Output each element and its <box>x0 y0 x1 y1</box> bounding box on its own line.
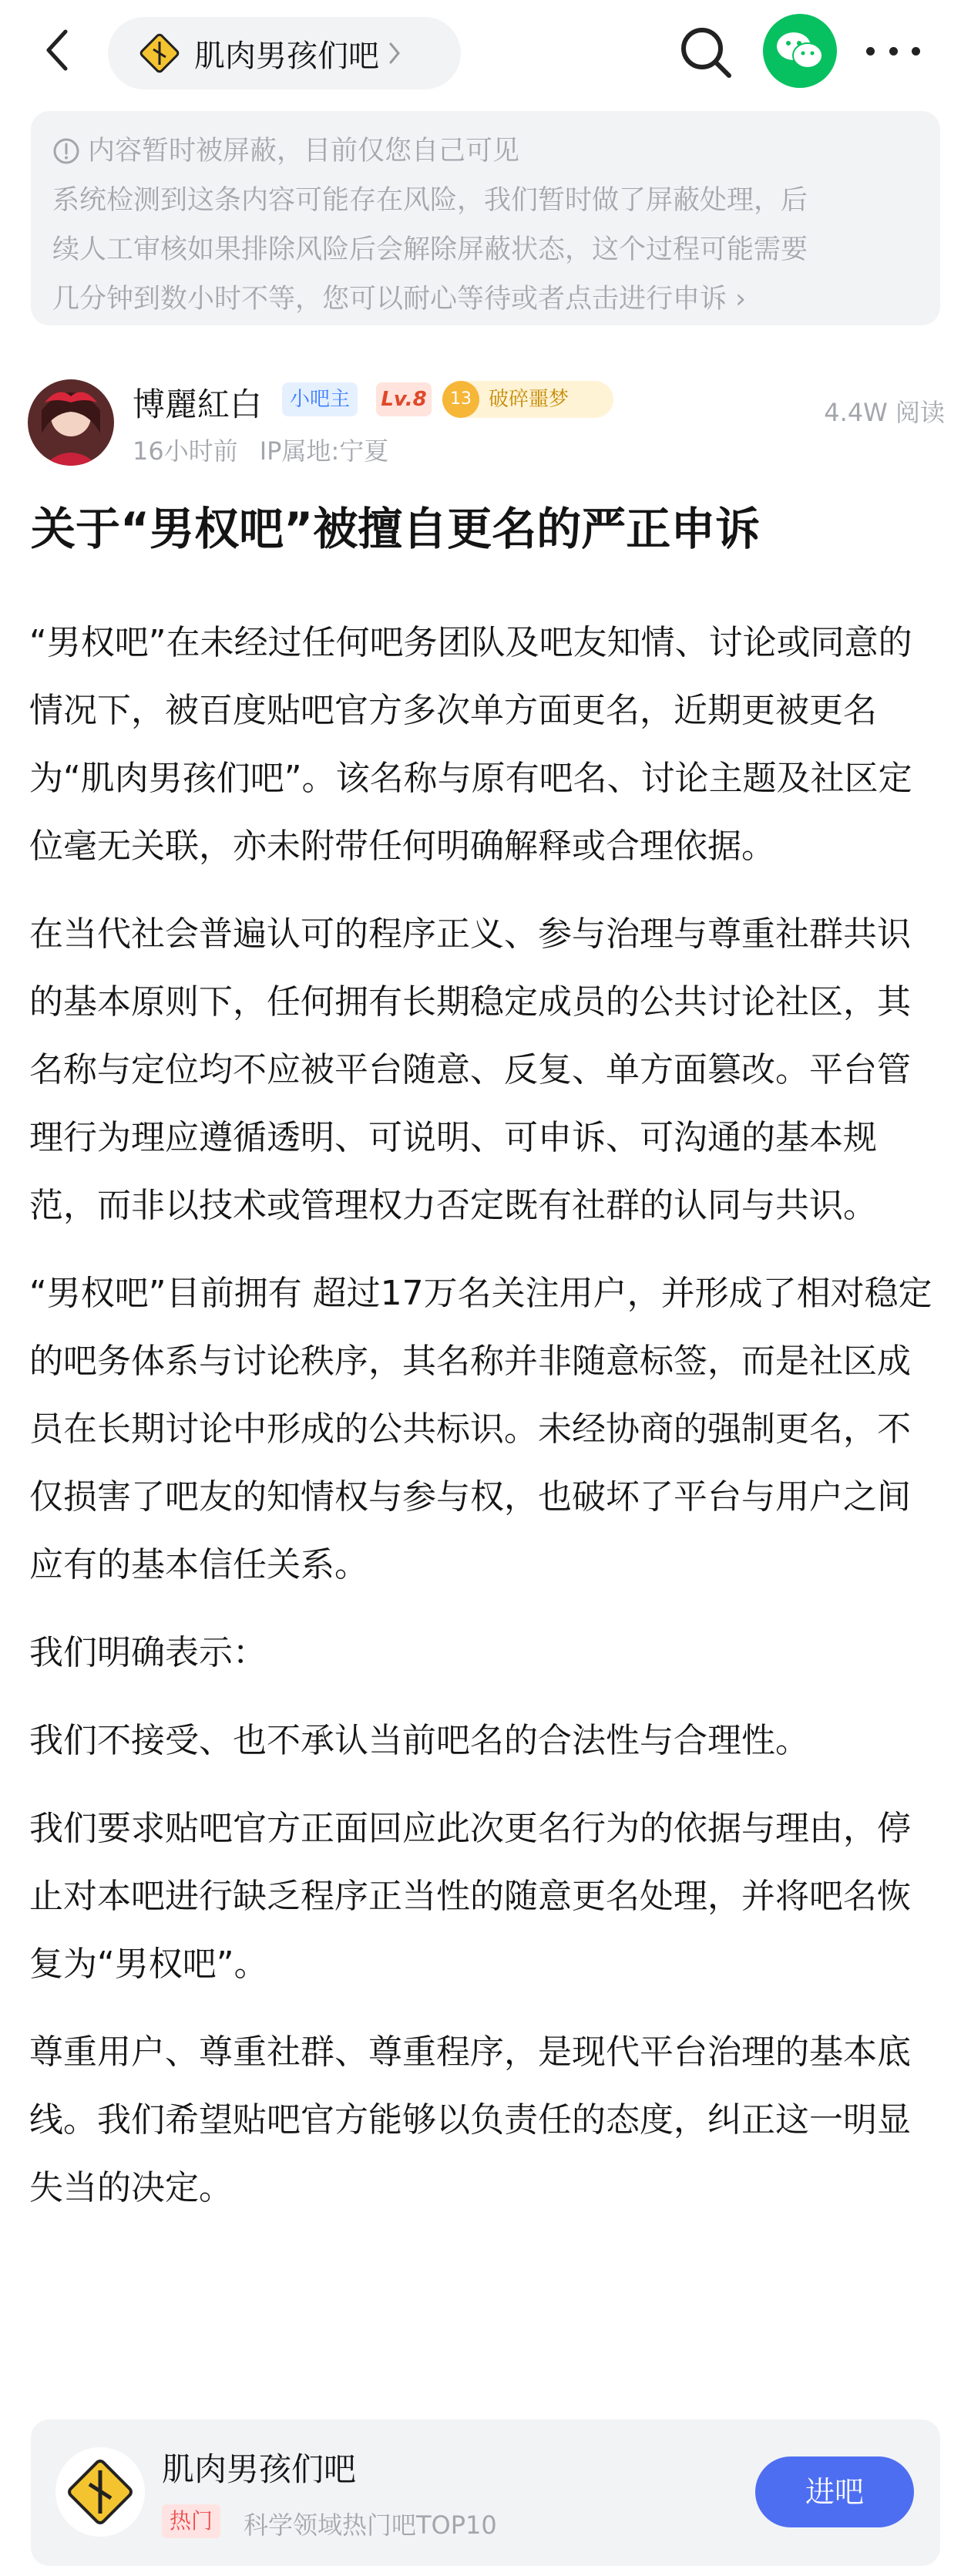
paragraph: 在当代社会普遍认可的程序正义、参与治理与尊重社群共识的基本原则下，任何拥有长期稳定成员的公共讨论社区，其名称与定位均不应被平台随意、反复、单方面篡改。平台管理行为理应遵循透明、可说明、可申诉、可沟通的基本规范，而非以技术或管理权力否定既有社群的认同与共识。 <box>29 914 911 1225</box>
forum-name: 肌肉男孩们吧 <box>194 38 379 74</box>
post-title: 关于“男权吧”被擅自更名的严正申诉 <box>31 503 761 555</box>
moderator-badge: 小吧主 <box>282 382 358 416</box>
notice-line: 续人工审核如果排除风险后会解除屏蔽状态，这个过程可能需要 <box>52 234 808 265</box>
avatar[interactable] <box>28 379 114 466</box>
forum-card-subtitle: 科学领域热门吧TOP10 <box>244 2510 497 2540</box>
paragraph: 我们要求贴吧官方正面回应此次更名行为的依据与理由，停止对本吧进行缺乏程序正当性的随意更名处理，并将吧名恢复为“男权吧”。 <box>29 1809 911 1984</box>
paragraph: 我们不接受、也不承认当前吧名的合法性与合理性。 <box>29 1721 809 1760</box>
paragraph: 尊重用户、尊重社群、尊重程序，是现代平台治理的基本底线。我们希望贴吧官方能够以负责任的态度，纠正这一明显失当的决定。 <box>29 2032 911 2207</box>
chevron-right-icon <box>388 38 407 69</box>
forum-card-logo <box>55 2447 145 2537</box>
wechat-icon <box>775 29 825 72</box>
search-icon <box>677 23 735 82</box>
back-arrow-icon <box>45 29 69 72</box>
post-meta <box>133 432 388 467</box>
notice-title: 内容暂时被屏蔽，目前仅您自己可见 <box>88 136 520 167</box>
forum-pill[interactable] <box>108 17 461 89</box>
more-button[interactable] <box>866 40 920 62</box>
warning-icon <box>52 137 80 165</box>
title-name: 破碎噩梦 <box>489 388 569 411</box>
post-body <box>29 609 943 2242</box>
author-name[interactable]: 博麗紅白 <box>133 386 263 423</box>
paragraph: “男权吧”目前拥有 超过17万名关注用户，并形成了相对稳定的吧务体系与讨论秩序，其名称并非随意标签，而是社区成员在长期讨论中形成的公共标识。未经协商的强制更名，不仅损害了吧友的知情权与参与权，也破坏了平台与用户之间应有的基本信任关系。 <box>29 1274 932 1584</box>
post-time: 16小时前 <box>133 436 238 466</box>
search-button[interactable] <box>677 23 735 82</box>
back-button[interactable] <box>34 23 80 77</box>
paragraph: 我们明确表示： <box>29 1633 267 1672</box>
wechat-share-button[interactable] <box>763 14 837 88</box>
forum-logo-icon <box>139 32 180 74</box>
notice-line: 系统检测到这条内容可能存在风险，我们暂时做了屏蔽处理，后 <box>52 185 808 216</box>
join-forum-button[interactable]: 进吧 <box>755 2456 914 2527</box>
forum-logo-icon <box>62 2453 139 2531</box>
ip-location: IP属地:宁夏 <box>259 436 389 466</box>
blocked-notice[interactable] <box>31 111 940 325</box>
read-count: 4.4W 阅读 <box>824 398 945 427</box>
hot-tag: 热门 <box>162 2504 220 2538</box>
forum-card-name: 肌肉男孩们吧 <box>162 2450 357 2488</box>
avatar-image <box>28 379 114 466</box>
author-row <box>28 373 945 481</box>
more-icon <box>866 47 875 56</box>
paragraph: “男权吧”在未经过任何吧务团队及吧友知情、讨论或同意的情况下，被百度贴吧官方多次单方面更名，近期更被更名为“肌肉男孩们吧”。该名称与原有吧名、讨论主题及社区定位毫无关联，亦未附带任何明确解释或合理依据。 <box>29 623 912 866</box>
top-bar <box>0 0 971 103</box>
title-level: 13 <box>442 381 479 418</box>
title-badge <box>442 381 613 418</box>
forum-card[interactable] <box>31 2419 940 2566</box>
level-badge: Lv.8 <box>376 382 432 416</box>
appeal-link[interactable]: 几分钟到数小时不等，您可以耐心等待或者点击进行申诉 › <box>52 284 747 315</box>
